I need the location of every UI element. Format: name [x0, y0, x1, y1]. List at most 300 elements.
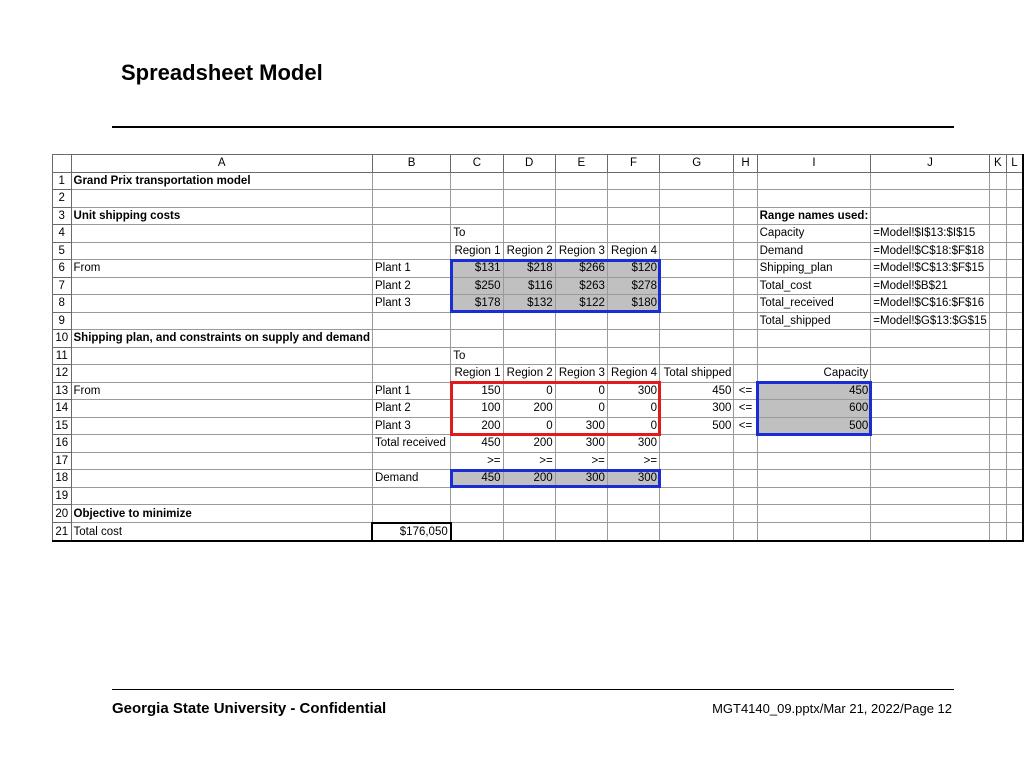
cell-F14[interactable]: 0 — [607, 400, 659, 418]
cell-G5[interactable] — [660, 242, 734, 260]
cell-J7[interactable]: =Model!$B$21 — [871, 277, 989, 295]
cell-J15[interactable] — [871, 417, 989, 435]
cell-K16[interactable] — [989, 435, 1006, 453]
cell-H18[interactable] — [734, 470, 757, 488]
cell-A1[interactable]: Grand Prix transportation model — [71, 172, 372, 190]
cell-A13[interactable]: From — [71, 382, 372, 400]
cell-G2[interactable] — [660, 190, 734, 208]
cell-D14[interactable]: 200 — [503, 400, 555, 418]
column-header-c[interactable]: C — [451, 155, 503, 173]
cell-F16[interactable]: 300 — [607, 435, 659, 453]
column-header-b[interactable]: B — [372, 155, 450, 173]
cell-D2[interactable] — [503, 190, 555, 208]
cell-C9[interactable] — [451, 312, 503, 330]
cell-B19[interactable] — [372, 487, 450, 505]
cell-B2[interactable] — [372, 190, 450, 208]
cell-L14[interactable] — [1006, 400, 1023, 418]
cell-F3[interactable] — [607, 207, 659, 225]
cell-H15[interactable]: <= — [734, 417, 757, 435]
cell-K4[interactable] — [989, 225, 1006, 243]
cell-K1[interactable] — [989, 172, 1006, 190]
cell-E4[interactable] — [555, 225, 607, 243]
cell-L8[interactable] — [1006, 295, 1023, 313]
cell-D13[interactable]: 0 — [503, 382, 555, 400]
cell-J2[interactable] — [871, 190, 989, 208]
cell-G12[interactable]: Total shipped — [660, 365, 734, 383]
cell-L3[interactable] — [1006, 207, 1023, 225]
cell-K19[interactable] — [989, 487, 1006, 505]
cell-H13[interactable]: <= — [734, 382, 757, 400]
sheet-row-1 — [53, 172, 1024, 190]
cell-E11[interactable] — [555, 347, 607, 365]
cell-B17[interactable] — [372, 452, 450, 470]
row-header-13[interactable]: 13 — [53, 382, 72, 400]
cell-I12[interactable]: Capacity — [757, 365, 871, 383]
cell-H20[interactable] — [734, 505, 757, 523]
row-header-12[interactable]: 12 — [53, 365, 72, 383]
cell-J9[interactable]: =Model!$G$13:$G$15 — [871, 312, 989, 330]
cell-C10[interactable] — [451, 330, 503, 348]
cell-H5[interactable] — [734, 242, 757, 260]
cell-L15[interactable] — [1006, 417, 1023, 435]
cell-J18[interactable] — [871, 470, 989, 488]
cell-K10[interactable] — [989, 330, 1006, 348]
cell-F9[interactable] — [607, 312, 659, 330]
cell-D12[interactable]: Region 2 — [503, 365, 555, 383]
cell-A5[interactable] — [71, 242, 372, 260]
cell-B4[interactable] — [372, 225, 450, 243]
cell-G20[interactable] — [660, 505, 734, 523]
cell-H19[interactable] — [734, 487, 757, 505]
cell-I20[interactable] — [757, 505, 871, 523]
cell-H3[interactable] — [734, 207, 757, 225]
row-header-4[interactable]: 4 — [53, 225, 72, 243]
cell-G6[interactable] — [660, 260, 734, 278]
top-divider — [112, 126, 954, 128]
cell-J6[interactable]: =Model!$C$13:$F$15 — [871, 260, 989, 278]
cell-H9[interactable] — [734, 312, 757, 330]
cell-B10[interactable] — [372, 330, 450, 348]
sheet-row-7 — [53, 277, 1024, 295]
cell-D3[interactable] — [503, 207, 555, 225]
cell-D8[interactable]: $132 — [503, 295, 555, 313]
cell-I3[interactable]: Range names used: — [757, 207, 871, 225]
cell-F13[interactable]: 300 — [607, 382, 659, 400]
column-header-e[interactable]: E — [555, 155, 607, 173]
cell-J16[interactable] — [871, 435, 989, 453]
cell-E15[interactable]: 300 — [555, 417, 607, 435]
cell-L9[interactable] — [1006, 312, 1023, 330]
cell-I6[interactable]: Shipping_plan — [757, 260, 871, 278]
cell-L16[interactable] — [1006, 435, 1023, 453]
cell-A2[interactable] — [71, 190, 372, 208]
cell-E8[interactable]: $122 — [555, 295, 607, 313]
cell-I2[interactable] — [757, 190, 871, 208]
cell-I10[interactable] — [757, 330, 871, 348]
cell-J12[interactable] — [871, 365, 989, 383]
column-header-h[interactable]: H — [734, 155, 757, 173]
cell-D1[interactable] — [503, 172, 555, 190]
cell-B9[interactable] — [372, 312, 450, 330]
cell-L13[interactable] — [1006, 382, 1023, 400]
cell-C8[interactable]: $178 — [451, 295, 503, 313]
row-header-3[interactable]: 3 — [53, 207, 72, 225]
cell-B14[interactable]: Plant 2 — [372, 400, 450, 418]
sheet-row-11 — [53, 347, 1024, 365]
sheet-row-9 — [53, 312, 1024, 330]
cell-F5[interactable]: Region 4 — [607, 242, 659, 260]
cell-A9[interactable] — [71, 312, 372, 330]
cell-L12[interactable] — [1006, 365, 1023, 383]
cell-C1[interactable] — [451, 172, 503, 190]
cell-I1[interactable] — [757, 172, 871, 190]
cell-H10[interactable] — [734, 330, 757, 348]
cell-B20[interactable] — [372, 505, 450, 523]
cell-J3[interactable] — [871, 207, 989, 225]
cell-A14[interactable] — [71, 400, 372, 418]
sheet-row-20 — [53, 505, 1024, 523]
row-header-21[interactable]: 21 — [53, 523, 72, 542]
cell-A11[interactable] — [71, 347, 372, 365]
cell-G1[interactable] — [660, 172, 734, 190]
cell-L2[interactable] — [1006, 190, 1023, 208]
cell-B16[interactable]: Total received — [372, 435, 450, 453]
column-header-l[interactable]: L — [1006, 155, 1023, 173]
row-header-15[interactable]: 15 — [53, 417, 72, 435]
cell-K18[interactable] — [989, 470, 1006, 488]
cell-L11[interactable] — [1006, 347, 1023, 365]
column-header-d[interactable]: D — [503, 155, 555, 173]
cell-I9[interactable]: Total_shipped — [757, 312, 871, 330]
column-header-j[interactable]: J — [871, 155, 989, 173]
cell-J1[interactable] — [871, 172, 989, 190]
cell-K7[interactable] — [989, 277, 1006, 295]
column-header-a[interactable]: A — [71, 155, 372, 173]
cell-I18[interactable] — [757, 470, 871, 488]
cell-G18[interactable] — [660, 470, 734, 488]
cell-J10[interactable] — [871, 330, 989, 348]
cell-K5[interactable] — [989, 242, 1006, 260]
column-header-row — [53, 155, 1024, 173]
cell-L4[interactable] — [1006, 225, 1023, 243]
cell-K8[interactable] — [989, 295, 1006, 313]
cell-D7[interactable]: $116 — [503, 277, 555, 295]
cell-I5[interactable]: Demand — [757, 242, 871, 260]
cell-A20[interactable]: Objective to minimize — [71, 505, 372, 523]
row-header-8[interactable]: 8 — [53, 295, 72, 313]
cell-D18[interactable]: 200 — [503, 470, 555, 488]
cell-K14[interactable] — [989, 400, 1006, 418]
cell-G8[interactable] — [660, 295, 734, 313]
cell-E7[interactable]: $263 — [555, 277, 607, 295]
cell-K2[interactable] — [989, 190, 1006, 208]
cell-I17[interactable] — [757, 452, 871, 470]
cell-H7[interactable] — [734, 277, 757, 295]
cell-E10[interactable] — [555, 330, 607, 348]
cell-J4[interactable]: =Model!$I$13:$I$15 — [871, 225, 989, 243]
cell-I21[interactable] — [757, 523, 871, 542]
row-header-7[interactable]: 7 — [53, 277, 72, 295]
cell-A3[interactable]: Unit shipping costs — [71, 207, 372, 225]
cell-A15[interactable] — [71, 417, 372, 435]
cell-E2[interactable] — [555, 190, 607, 208]
cell-F7[interactable]: $278 — [607, 277, 659, 295]
cell-I14[interactable]: 600 — [757, 400, 871, 418]
cell-B5[interactable] — [372, 242, 450, 260]
row-header-5[interactable]: 5 — [53, 242, 72, 260]
cell-L6[interactable] — [1006, 260, 1023, 278]
cell-A16[interactable] — [71, 435, 372, 453]
cell-I19[interactable] — [757, 487, 871, 505]
cell-G3[interactable] — [660, 207, 734, 225]
cell-C2[interactable] — [451, 190, 503, 208]
cell-C18[interactable]: 450 — [451, 470, 503, 488]
spreadsheet — [52, 154, 1024, 542]
cell-G14[interactable]: 300 — [660, 400, 734, 418]
cell-L19[interactable] — [1006, 487, 1023, 505]
cell-I13[interactable]: 450 — [757, 382, 871, 400]
cell-L18[interactable] — [1006, 470, 1023, 488]
row-header-18[interactable]: 18 — [53, 470, 72, 488]
row-header-17[interactable]: 17 — [53, 452, 72, 470]
row-header-19[interactable]: 19 — [53, 487, 72, 505]
cell-K21[interactable] — [989, 523, 1006, 542]
cell-D17[interactable]: >= — [503, 452, 555, 470]
cell-H1[interactable] — [734, 172, 757, 190]
cell-A21[interactable]: Total cost — [71, 523, 372, 542]
cell-K15[interactable] — [989, 417, 1006, 435]
cell-C11[interactable]: To — [451, 347, 503, 365]
cell-B21[interactable]: $176,050 — [372, 523, 450, 542]
cell-I16[interactable] — [757, 435, 871, 453]
column-header-k[interactable]: K — [989, 155, 1006, 173]
row-header-2[interactable]: 2 — [53, 190, 72, 208]
cell-G13[interactable]: 450 — [660, 382, 734, 400]
cell-A4[interactable] — [71, 225, 372, 243]
cell-J17[interactable] — [871, 452, 989, 470]
cell-K12[interactable] — [989, 365, 1006, 383]
cell-L1[interactable] — [1006, 172, 1023, 190]
sheet-row-15 — [53, 417, 1024, 435]
cell-G10[interactable] — [660, 330, 734, 348]
cell-D16[interactable]: 200 — [503, 435, 555, 453]
cell-C17[interactable]: >= — [451, 452, 503, 470]
row-header-20[interactable]: 20 — [53, 505, 72, 523]
sheet-row-19 — [53, 487, 1024, 505]
cell-C13[interactable]: 150 — [451, 382, 503, 400]
cell-H12[interactable] — [734, 365, 757, 383]
cell-J8[interactable]: =Model!$C$16:$F$16 — [871, 295, 989, 313]
cell-K9[interactable] — [989, 312, 1006, 330]
cell-I4[interactable]: Capacity — [757, 225, 871, 243]
footer-confidential: Georgia State University - Confidential — [112, 700, 387, 717]
cell-F1[interactable] — [607, 172, 659, 190]
cell-L10[interactable] — [1006, 330, 1023, 348]
column-header-f[interactable]: F — [607, 155, 659, 173]
cell-B8[interactable]: Plant 3 — [372, 295, 450, 313]
cell-B3[interactable] — [372, 207, 450, 225]
cell-G16[interactable] — [660, 435, 734, 453]
cell-D6[interactable]: $218 — [503, 260, 555, 278]
cell-A10[interactable]: Shipping plan, and constraints on supply and demand — [71, 330, 372, 348]
cell-D4[interactable] — [503, 225, 555, 243]
cell-F4[interactable] — [607, 225, 659, 243]
corner-cell[interactable] — [53, 155, 72, 173]
cell-D10[interactable] — [503, 330, 555, 348]
cell-K20[interactable] — [989, 505, 1006, 523]
cell-F2[interactable] — [607, 190, 659, 208]
cell-E18[interactable]: 300 — [555, 470, 607, 488]
cell-G19[interactable] — [660, 487, 734, 505]
cell-C3[interactable] — [451, 207, 503, 225]
cell-H8[interactable] — [734, 295, 757, 313]
cell-F8[interactable]: $180 — [607, 295, 659, 313]
cell-J14[interactable] — [871, 400, 989, 418]
cell-J20[interactable] — [871, 505, 989, 523]
cell-E14[interactable]: 0 — [555, 400, 607, 418]
cell-A17[interactable] — [71, 452, 372, 470]
cell-E21[interactable] — [555, 523, 607, 542]
cell-H11[interactable] — [734, 347, 757, 365]
cell-J19[interactable] — [871, 487, 989, 505]
row-header-11[interactable]: 11 — [53, 347, 72, 365]
row-header-1[interactable]: 1 — [53, 172, 72, 190]
cell-H14[interactable]: <= — [734, 400, 757, 418]
cell-L21[interactable] — [1006, 523, 1023, 542]
sheet-row-5 — [53, 242, 1024, 260]
cell-I8[interactable]: Total_received — [757, 295, 871, 313]
cell-G4[interactable] — [660, 225, 734, 243]
cell-F17[interactable]: >= — [607, 452, 659, 470]
cell-E3[interactable] — [555, 207, 607, 225]
cell-E12[interactable]: Region 3 — [555, 365, 607, 383]
cell-F12[interactable]: Region 4 — [607, 365, 659, 383]
cell-F11[interactable] — [607, 347, 659, 365]
cell-C21[interactable] — [451, 523, 503, 542]
cell-I11[interactable] — [757, 347, 871, 365]
cell-E5[interactable]: Region 3 — [555, 242, 607, 260]
cell-C14[interactable]: 100 — [451, 400, 503, 418]
cell-A19[interactable] — [71, 487, 372, 505]
cell-E6[interactable]: $266 — [555, 260, 607, 278]
cell-B12[interactable] — [372, 365, 450, 383]
cell-I7[interactable]: Total_cost — [757, 277, 871, 295]
cell-H6[interactable] — [734, 260, 757, 278]
row-header-9[interactable]: 9 — [53, 312, 72, 330]
cell-D15[interactable]: 0 — [503, 417, 555, 435]
cell-B18[interactable]: Demand — [372, 470, 450, 488]
cell-K3[interactable] — [989, 207, 1006, 225]
cell-E20[interactable] — [555, 505, 607, 523]
cell-F19[interactable] — [607, 487, 659, 505]
cell-B1[interactable] — [372, 172, 450, 190]
cell-H16[interactable] — [734, 435, 757, 453]
cell-C7[interactable]: $250 — [451, 277, 503, 295]
cell-K6[interactable] — [989, 260, 1006, 278]
sheet-row-13 — [53, 382, 1024, 400]
cell-A12[interactable] — [71, 365, 372, 383]
cell-D9[interactable] — [503, 312, 555, 330]
cell-B13[interactable]: Plant 1 — [372, 382, 450, 400]
cell-I15[interactable]: 500 — [757, 417, 871, 435]
cell-G11[interactable] — [660, 347, 734, 365]
cell-D19[interactable] — [503, 487, 555, 505]
cell-A6[interactable]: From — [71, 260, 372, 278]
cell-C5[interactable]: Region 1 — [451, 242, 503, 260]
column-header-i[interactable]: I — [757, 155, 871, 173]
row-header-6[interactable]: 6 — [53, 260, 72, 278]
cell-B15[interactable]: Plant 3 — [372, 417, 450, 435]
row-header-16[interactable]: 16 — [53, 435, 72, 453]
cell-E17[interactable]: >= — [555, 452, 607, 470]
cell-J21[interactable] — [871, 523, 989, 542]
cell-E9[interactable] — [555, 312, 607, 330]
cell-E13[interactable]: 0 — [555, 382, 607, 400]
cell-A18[interactable] — [71, 470, 372, 488]
cell-F15[interactable]: 0 — [607, 417, 659, 435]
cell-H17[interactable] — [734, 452, 757, 470]
cell-G9[interactable] — [660, 312, 734, 330]
cell-J11[interactable] — [871, 347, 989, 365]
cell-L7[interactable] — [1006, 277, 1023, 295]
cell-H4[interactable] — [734, 225, 757, 243]
cell-K11[interactable] — [989, 347, 1006, 365]
cell-D11[interactable] — [503, 347, 555, 365]
cell-A8[interactable] — [71, 295, 372, 313]
cell-J5[interactable]: =Model!$C$18:$F$18 — [871, 242, 989, 260]
cell-G21[interactable] — [660, 523, 734, 542]
cell-K17[interactable] — [989, 452, 1006, 470]
cell-C19[interactable] — [451, 487, 503, 505]
row-header-14[interactable]: 14 — [53, 400, 72, 418]
cell-L5[interactable] — [1006, 242, 1023, 260]
cell-F20[interactable] — [607, 505, 659, 523]
cell-K13[interactable] — [989, 382, 1006, 400]
cell-B6[interactable]: Plant 1 — [372, 260, 450, 278]
cell-J13[interactable] — [871, 382, 989, 400]
cell-H2[interactable] — [734, 190, 757, 208]
cell-G17[interactable] — [660, 452, 734, 470]
column-header-g[interactable]: G — [660, 155, 734, 173]
cell-G7[interactable] — [660, 277, 734, 295]
sheet-row-16 — [53, 435, 1024, 453]
cell-C15[interactable]: 200 — [451, 417, 503, 435]
cell-E1[interactable] — [555, 172, 607, 190]
cell-B7[interactable]: Plant 2 — [372, 277, 450, 295]
cell-C16[interactable]: 450 — [451, 435, 503, 453]
cell-C12[interactable]: Region 1 — [451, 365, 503, 383]
cell-F10[interactable] — [607, 330, 659, 348]
cell-L17[interactable] — [1006, 452, 1023, 470]
cell-E16[interactable]: 300 — [555, 435, 607, 453]
cell-D5[interactable]: Region 2 — [503, 242, 555, 260]
cell-D21[interactable] — [503, 523, 555, 542]
cell-B11[interactable] — [372, 347, 450, 365]
cell-A7[interactable] — [71, 277, 372, 295]
cell-C4[interactable]: To — [451, 225, 503, 243]
cell-C20[interactable] — [451, 505, 503, 523]
cell-D20[interactable] — [503, 505, 555, 523]
cell-L20[interactable] — [1006, 505, 1023, 523]
cell-F18[interactable]: 300 — [607, 470, 659, 488]
cell-C6[interactable]: $131 — [451, 260, 503, 278]
cell-G15[interactable]: 500 — [660, 417, 734, 435]
cell-F6[interactable]: $120 — [607, 260, 659, 278]
cell-H21[interactable] — [734, 523, 757, 542]
row-header-10[interactable]: 10 — [53, 330, 72, 348]
cell-F21[interactable] — [607, 523, 659, 542]
cell-E19[interactable] — [555, 487, 607, 505]
